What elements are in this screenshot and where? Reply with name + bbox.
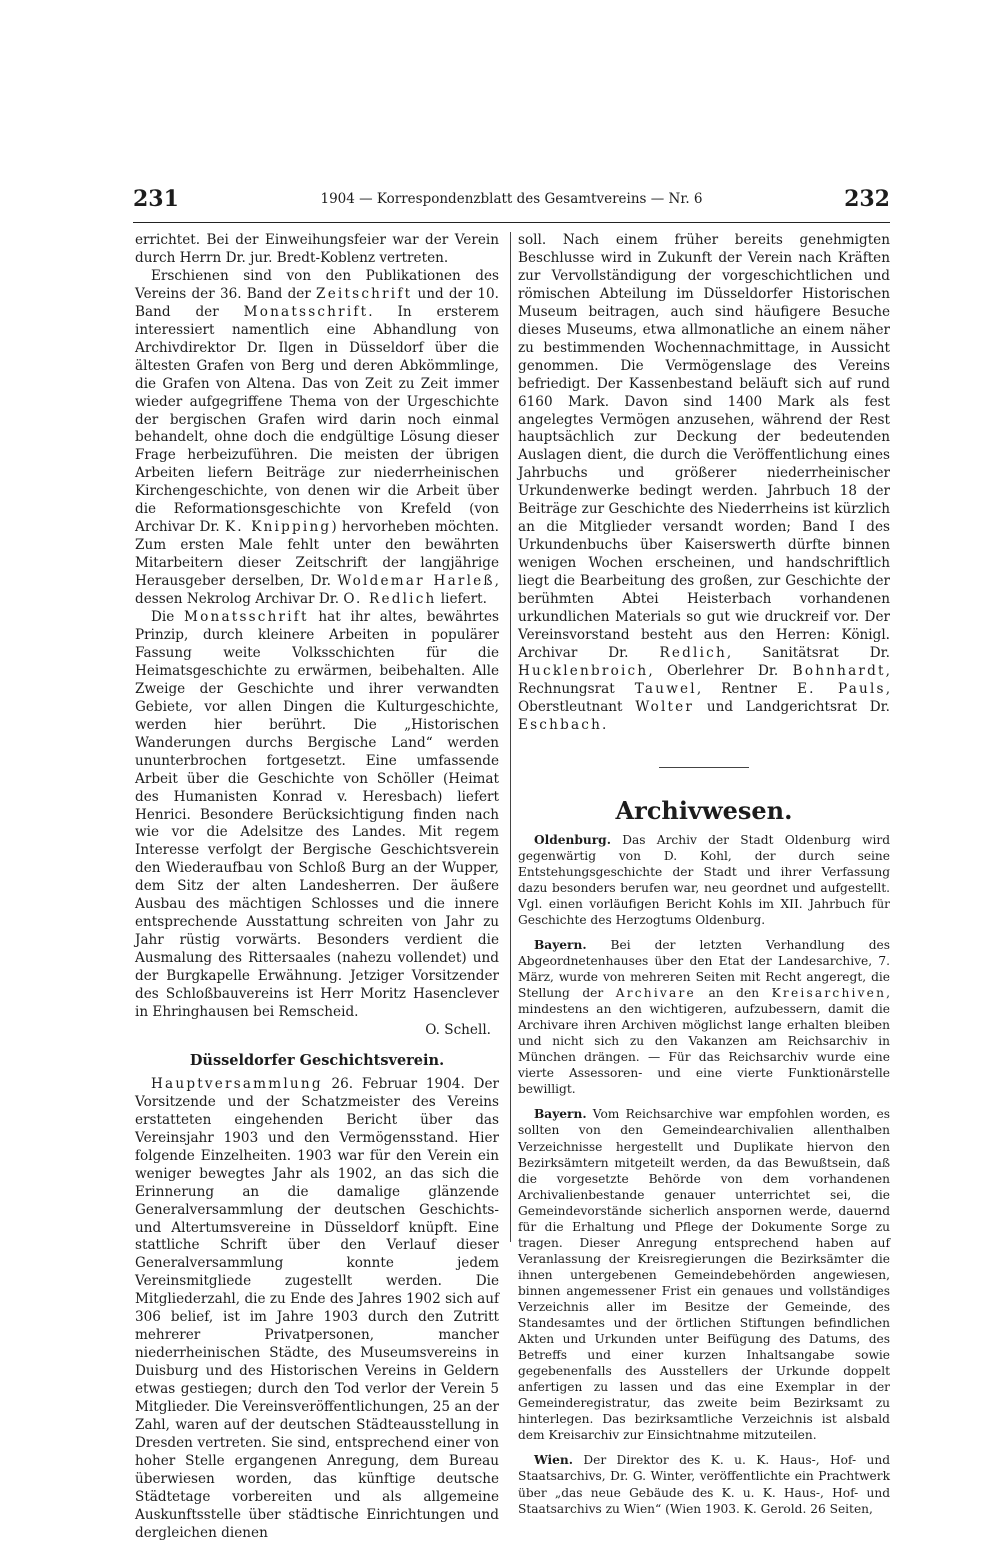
section-heading: Düsseldorfer Geschichtsverein. (189, 1051, 445, 1069)
section-title: Archivwesen. (615, 795, 793, 825)
running-title: 1904 — Korrespondenzblatt des Gesamtvereins — Nr. 6 (320, 191, 703, 207)
author-signature: O. Schell. (425, 1021, 491, 1038)
news-entry: Wien. Der Direktor des K. u. K. Haus-, Hof- und Staatsarchivs, Dr. G. Winter, veröffentlichte ein Prachtwerk über „das neue Gebäude des K. u. K. Haus-, Hof- und Staatsarchivs zu Wien“ (Wien 1903. K. Gerold. 26 Seiten, (518, 1453, 890, 1516)
section-divider (659, 767, 749, 768)
right-column (518, 232, 890, 1526)
page-number-left: 231 (133, 186, 179, 212)
news-entry: Bayern. Vom Reichsarchive war empfohlen worden, es sollten von den Gemeindearchivalien allenthalben Verzeichnisse hergestellt und Duplikate hiervon den Bezirksämtern mitgeteilt werden, da das Bewußtsein, daß die vorgesetzte Behörde von dem vorhandenen Archivalienbestande genauer unterrichtet sei, die Gemeindevorstände sicherlich anspornen werde, dauernd für die Erhaltung und Pflege der Dokumente Sorge zu tragen. Dieser Anregung entsprechend haben auf Veranlassung der Kreisregierungen die Bezirksämter die ihnen untergebenen Gemeindebehörden angewiesen, binnen angemessener Frist ein genaues und vollständiges Verzeichnis aller im Besitze der Gemeinde, des Standesamtes und der örtlichen Stiftungen befindlichen Akten und Urkunden unter Beifügung des Datums, des Betreffs und einer kurzen Inhaltsangabe sowie gegebenenfalls des Ausstellers der Urkunde doppelt anfertigen zu lassen und das eine Exemplar in der Gemeinderegistratur, das zweite beim Bezirksamt zu hinterlegen. Das bezirksamtliche Verzeichnis ist alsbald dem Kreisarchiv zur Einsichtnahme mitzuteilen. (518, 1107, 890, 1443)
paragraph: Die Monatsschrift hat ihr altes, bewährtes Prinzip, durch kleinere Arbeiten in populärer Fassung weite Volksschichten für die Heimatsgeschichte zu erwärmen, beibehalten. Alle Zweige der Geschichte und ihrer verwandten Gebiete, vor allen Dingen die Kulturgeschichte, werden hier berührt. Die „Historischen Wanderungen durchs Bergische Land“ werden ununterbrochen fortgesetzt. Eine umfassende Arbeit über die Geschichte von Schöller (Heimat des Humanisten Konrad v. Heresbach) liefert Henrici. Besondere Berücksichtigung finden nach wie vor die Adelsitze des Landes. Mit regem Interesse verfolgt der Bergische Geschichtsverein den Wiederaufbau von Schloß Burg an der Wupper, dem Sitz der alten Landesherren. Der äußere Ausbau des mächtigen Schlosses und die innere entsprechende Ausstattung schreiten von Jahr zu Jahr rüstig vorwärts. Besonders verdient die Ausmalung des Rittersaales (nahezu vollendet) und der Burgkapelle Erwähnung. Jetziger Vorsitzender des Schloßbauvereins ist Herr Moritz Hasenclever in Ehringhausen bei Remscheid. (135, 609, 499, 1020)
paragraph: errichtet. Bei der Einweihungsfeier war der Verein durch Herrn Dr. jur. Bredt-Koblenz vertreten. (135, 232, 499, 266)
column-divider (510, 232, 511, 1242)
news-entry: Bayern. Bei der letzten Verhandlung des Abgeordnetenhauses über den Etat der Landesarchive, 7. März, wurde von mehreren Seiten mit Recht angeregt, die Stellung der Archivare an den Kreisarchiven, mindestens an den wichtigeren, aufzubessern, damit die Archivare ihren Archiven möglichst lange erhalten bleiben und nicht sich zu den Vakanzen am Reichsarchiv in München drängen. — Für das Reichsarchiv wurde eine vierte Assessoren- und eine vierte Funktionärstelle bewilligt. (518, 937, 891, 1097)
paragraph: Hauptversammlung 26. Februar 1904. Der Vorsitzende und der Schatzmeister des Vereins erstatteten eingehenden Bericht über das Vereinsjahr 1903 und den Vermögensstand. Hier folgende Einzelheiten. 1903 war für den Verein ein weniger bewegtes Jahr als 1902, an das sich die Erinnerung an die damalige glänzende Generalversammlung der deutschen Geschichts- und Altertumsvereine in Düsseldorf knüpft. Eine stattliche Schrift über den Verlauf dieser Generalversammlung konnte jedem Vereinsmitgliede zugestellt werden. Die Mitgliederzahl, die zu Ende des Jahres 1902 sich auf 306 belief, ist im Jahre 1903 durch den Zutritt mehrerer Privatpersonen, mancher niederrheinischen Städte, des Museumsvereins in Duisburg und des Historischen Vereins in Geldern etwas gestiegen; durch den Tod verlor der Verein 5 Mitglieder. Die Vereinsveröffentlichungen, 25 an der Zahl, waren auf der deutschen Städteausstellung in Dresden vertreten. Sie sind, entsprechend einer von hoher Stelle ergangenen Anregung, dem Bureau überwiesen worden, das künftige deutsche Städtetage vorbereiten und als allgemeine Auskunftsstelle über städtische Einrichtungen und dergleichen dienen (135, 1075, 499, 1541)
header-rule (133, 222, 890, 223)
left-column (135, 232, 499, 1543)
paragraph: Erschienen sind von den Publikationen des Vereins der 36. Band der Zeitschrift und der 10. Band der Monatsschrift. In ersterem interessiert namentlich eine Abhandlung von Archivdirektor Dr. Ilgen in Düsseldorf über die ältesten Grafen von Berg und deren Abkömmlinge, die Grafen von Altena. Das von Zeit zu Zeit immer wieder aufgegriffene Thema von der Urgeschichte der bergischen Grafen wird darin noch einmal behandelt, ohne doch die endgültige Lösung dieser Frage herbeizuführen. Die meisten der übrigen Arbeiten liefern Beiträge zur niederrheinischen Kirchengeschichte, von denen wir die Arbeit über die Reformationsgeschichte von Krefeld (von Archivar Dr. K. Knipping) hervorheben möchten. Zum ersten Male fehlt unter den bewährten Mitarbeitern dieser Zeitschrift der langjährige Herausgeber derselben, Dr. Woldemar Harleß, dessen Nekrolog Archivar Dr. O. Redlich liefert. (135, 267, 500, 608)
page-number-right: 232 (844, 186, 890, 212)
page-header (133, 186, 890, 216)
news-entry: Oldenburg. Das Archiv der Stadt Oldenburg wird gegenwärtig von D. Kohl, der durch seine Entstehungsgeschichte der Stadt und ihrer Verfassung dazu besonders berufen war, neu geordnet und aufgestellt. Vgl. einen vorläufigen Bericht Kohls im XII. Jahrbuch für Geschichte des Herzogtums Oldenburg. (518, 832, 890, 927)
paragraph: soll. Nach einem früher bereits genehmigten Beschlusse wird in Zukunft der Verein nach Kräften zur Vervollständigung der vorgeschichtlichen und römischen Abteilung im Düsseldorfer Historischen Museum beitragen, auch sind häufigere Besuche dieses Museums, etwa allmonatliche an einem näher zu bestimmenden Wochennachmittage, in Aussicht genommen. Die Vermögenslage des Vereins befriedigt. Der Kassenbestand beläuft sich auf rund 6160 Mark. Davon sind 1400 Mark als fest angelegtes Vermögen anzusehen, während der Rest hauptsächlich zur Deckung der bedeutenden Auslagen dient, die durch die Veröffentlichung eines Jahrbuchs und größerer niederrheinischer Urkundenwerke bedingt werden. Jahrbuch 18 der Beiträge zur Geschichte des Niederrheins ist kürzlich an die Mitglieder versandt worden; Band I des Urkundenbuchs über Kaiserswerth dürfte binnen wenigen Wochen erscheinen, und handschriftlich liegt die Bearbeitung des großen, zur Geschichte der berühmten Abtei Heisterbach vorhandenen urkundlichen Materials so gut wie druckreif vor. Der Vereinsvorstand besteht aus den Herren: Königl. Archivar Dr. Redlich, Sanitätsrat Dr. Hucklenbroich, Oberlehrer Dr. Bohnhardt, Rechnungsrat Tauwel, Rentner E. Pauls, Oberstleutnant Wolter und Landgerichtsrat Dr. Eschbach. (518, 232, 891, 733)
